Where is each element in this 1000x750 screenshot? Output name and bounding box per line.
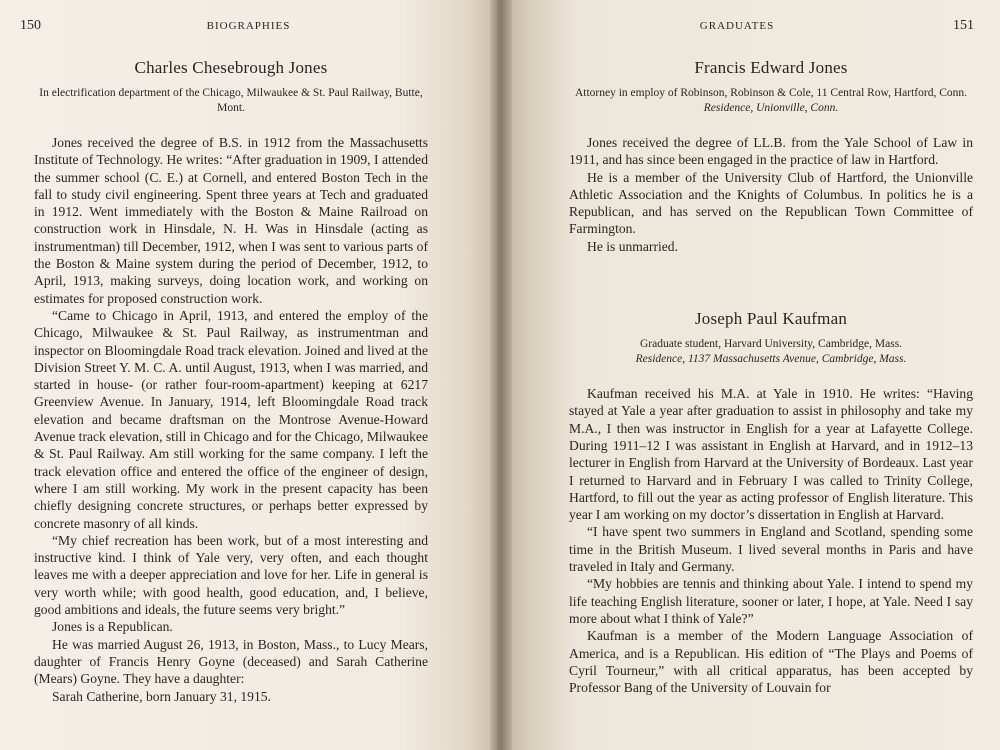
paragraph: Jones received the degree of B.S. in 1912 from the Massachusetts Institute of Technology. He writes: “After graduation in 1909, I attended the summer school (C. E.) at Cornell, and entered Boston Tech in the fall to study civil engineering. Spent three years at Tech and graduated in 1912. Went immediately with the Boston & Maine Railroad on construction work in Hinsdale, N. H. Was in Hinsdale (acting as instrumentman) till December, 1912, when I was sent to various parts of the Boston & Maine system during the period of December, 1912, to April, 1913, making surveys, doing location work, and working on estimates for proposed construction work. <box>34 135 428 306</box>
right-column <box>569 58 973 696</box>
running-head-right: GRADUATES <box>699 20 775 32</box>
paragraph: “I have spent two summers in England and Scotland, spending some time in the British Museum. I lived several months in Paris and have traveled in Italy and Germany. <box>569 524 973 575</box>
entry-name: Charles Chesebrough Jones <box>134 58 328 77</box>
entry-position: Attorney in employ of Robinson, Robinson & Cole, 11 Central Row, Hartford, Conn. <box>574 87 968 99</box>
paragraph: He is a member of the University Club of Hartford, the Unionville Athletic Association and the Knights of Columbus. In politics he is a Republican, and has served on the Republican Town Committee of Farmington. <box>569 169 973 237</box>
right-page <box>497 0 1000 750</box>
page-number-left: 150 <box>20 18 41 33</box>
running-head-left: BIOGRAPHIES <box>206 20 291 32</box>
page-number-right: 151 <box>953 18 974 33</box>
left-page <box>0 0 497 750</box>
entry-body <box>34 134 428 705</box>
paragraph: He was married August 26, 1913, in Boston, Mass., to Lucy Mears, daughter of Francis Henry Goyne (deceased) and Sarah Catherine (Mears) Goyne. They have a daughter: <box>34 636 428 687</box>
entry-body <box>569 385 973 696</box>
entry-body <box>569 134 973 255</box>
entry-residence: Residence, 1137 Massachusetts Avenue, Cambridge, Mass. <box>635 353 907 366</box>
paragraph: He is unmarried. <box>587 238 678 254</box>
left-column <box>34 58 428 705</box>
paragraph: Kaufman is a member of the Modern Language Association of America, and is a Republican. His edition of “The Plays and Poems of Cyril Tourneur,” with all critical apparatus, has been accepted by Professor Bang of the University of Louvain for <box>569 628 973 696</box>
entry-position: Graduate student, Harvard University, Cambridge, Mass. <box>639 338 903 351</box>
paragraph: Jones is a Republican. <box>52 619 173 635</box>
paragraph: Kaufman received his M.A. at Yale in 1910. He writes: “Having stayed at Yale a year after graduation to assist in philosophy and take my M.A., I then was instructor in English for a year at Lafayette College. During 1911–12 I was assistant in English at Harvard, and in 1912–13 lecturer in English from Harvard at the University of Bordeaux. Last year I returned to Harvard and in February I was called to Trinity College, Hartford, to fill out the year as acting professor of English literature. This year I am working on my doctor’s dissertation in English at Harvard. <box>569 386 973 523</box>
paragraph: “My chief recreation has been work, but of a most interesting and instructive kind. I think of Yale very, very often, and each thought leaves me with a deeper appreciation and love for her. Life in general is very worth while; with good health, good education, and, I believe, good ambitions and ideals, the future seems very bright.” <box>34 532 428 618</box>
paragraph: “My hobbies are tennis and thinking about Yale. I intend to spend my life teaching English literature, sooner or later, I hope, at Yale. Need I say more about what I think of Yale?” <box>569 576 973 626</box>
entry-residence: Residence, Unionville, Conn. <box>703 102 839 114</box>
paragraph: Sarah Catherine, born January 31, 1915. <box>52 688 271 704</box>
paragraph: “Came to Chicago in April, 1913, and entered the employ of the Chicago, Milwaukee & St. Paul Railway, as instrumentman and inspector on Bloomingdale Road track elevation. Joined and lived at the Division Street Y. M. C. A. until August, 1913, when I was married, and started in house- (or rather four-room-apartment) keeping at 6217 Greenview Avenue. In January, 1914, left Bloomingdale Road track elevation and became draftsman on the Montrose Avenue-Howard Avenue track elevation, still in Chicago and for the Chicago, Milwaukee & St. Paul Railway. Am still working for the same company. I left the track elevation office and entered the office of the engineer of design, where I am still working. My work in the present capacity has been chiefly designing concrete structures, or perhaps better expressed by concrete masonry of all kinds. <box>34 307 428 531</box>
entry-separator <box>569 255 973 309</box>
book-gutter <box>490 0 512 750</box>
entry-name: Francis Edward Jones <box>694 58 848 77</box>
entry-name: Joseph Paul Kaufman <box>694 309 848 329</box>
paragraph: Jones received the degree of LL.B. from the Yale School of Law in 1911, and has since been engaged in the practice of law in Hartford. <box>569 135 973 168</box>
entry-position: In electrification department of the Chicago, Milwaukee & St. Paul Railway, Butte, Mont. <box>39 87 423 114</box>
